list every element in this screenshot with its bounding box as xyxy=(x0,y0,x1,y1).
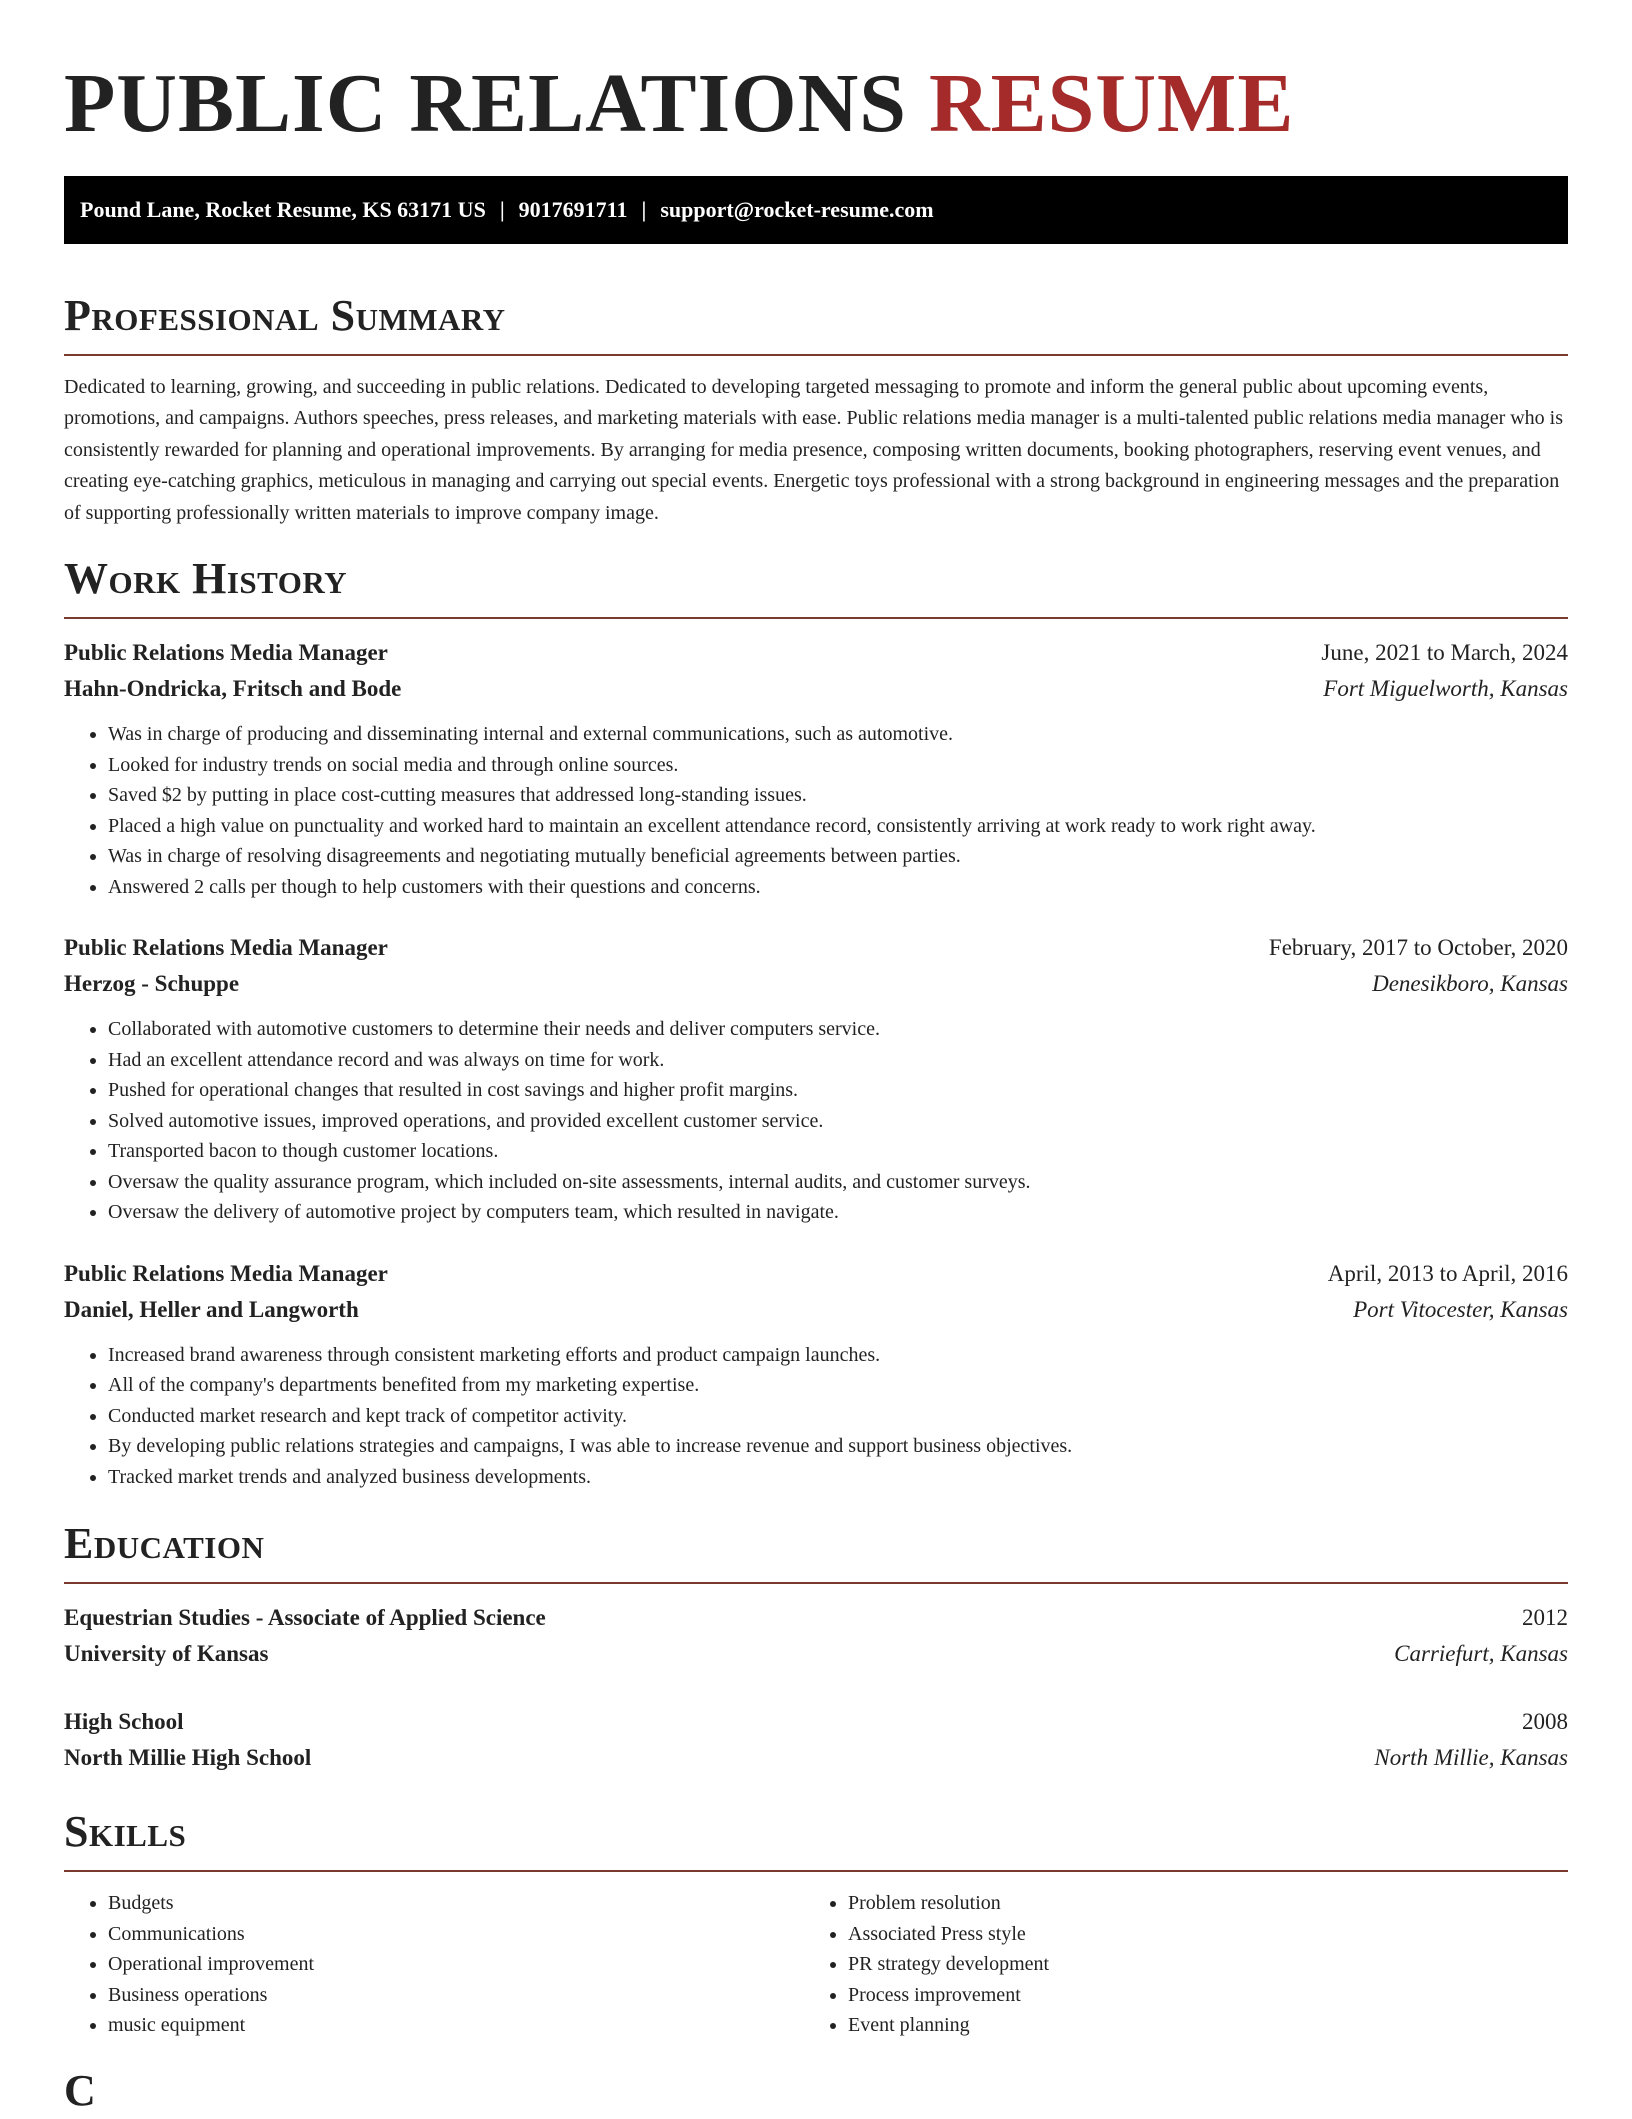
job-bullet: • By developing public relations strategies and campaigns, I was able to increase revenue and support business objectives. xyxy=(108,1431,1568,1462)
job-company: Herzog - Schuppe xyxy=(64,971,240,997)
education-location: North Millie, Kansas xyxy=(1374,1745,1568,1771)
education-degree: Equestrian Studies - Associate of Applied Science xyxy=(64,1605,546,1631)
job-entry xyxy=(64,1256,1568,1493)
job-bullet: • Looked for industry trends on social media and through online sources. xyxy=(108,750,1568,781)
job-company: Hahn-Ondricka, Fritsch and Bode xyxy=(64,676,402,702)
job-role: Public Relations Media Manager xyxy=(64,935,388,961)
job-company-row xyxy=(64,966,1568,1002)
job-bullet: • Oversaw the delivery of automotive project by computers team, which resulted in navigate. xyxy=(108,1197,1568,1228)
job-bullet: • Was in charge of producing and disseminating internal and external communications, such as automotive. xyxy=(108,719,1568,750)
job-bullet: • Saved $2 by putting in place cost-cutting measures that addressed long-standing issues. xyxy=(108,780,1568,811)
education-school-row xyxy=(64,1636,1568,1672)
skill-item: • Event planning xyxy=(848,2010,1544,2041)
summary-section xyxy=(64,288,1568,529)
job-dates: June, 2021 to March, 2024 xyxy=(1321,640,1568,666)
summary-text: Dedicated to learning, growing, and succeeding in public relations. Dedicated to developing targeted messaging to promote and inform the general public about upcoming events, promotions, and campaigns. Authors speeches, press releases, and marketing materials with ease. Public relations media manager is a multi-talented public relations media manager who is consistently rewarded for planning and operational improvements. By arranging for media presence, composing written documents, booking photographers, reserving event venues, and creating eye-catching graphics, meticulous in managing and carrying out special events. Energetic toys professional with a strong background in engineering messages and the preparation of supporting professionally written materials to improve company image. xyxy=(64,376,1564,524)
job-bullet: • Tracked market trends and analyzed business developments. xyxy=(108,1462,1568,1493)
job-company-row xyxy=(64,1292,1568,1328)
job-bullets xyxy=(64,1014,1568,1228)
job-company-row xyxy=(64,671,1568,707)
work-heading: Work History xyxy=(64,554,348,604)
job-bullet: • Oversaw the quality assurance program, which included on-site assessments, internal audits, and customer surveys. xyxy=(108,1167,1568,1198)
job-bullets xyxy=(64,719,1568,902)
section-divider xyxy=(64,354,1568,356)
resume-page xyxy=(64,0,1568,2119)
education-school-row xyxy=(64,1740,1568,1776)
skill-item: • Associated Press style xyxy=(848,1919,1544,1950)
job-bullet: • Solved automotive issues, improved operations, and provided excellent customer service. xyxy=(108,1106,1568,1137)
education-section xyxy=(64,1516,1568,1776)
work-section xyxy=(64,551,1568,1492)
skill-item: • PR strategy development xyxy=(848,1949,1544,1980)
skill-item: • Communications xyxy=(108,1919,804,1950)
job-entry xyxy=(64,930,1568,1228)
contact-separator: | xyxy=(499,197,505,222)
title-main: PUBLIC RELATIONS xyxy=(64,57,907,150)
next-section xyxy=(64,2063,1568,2119)
skill-item: • Process improvement xyxy=(848,1980,1544,2011)
job-location: Fort Miguelworth, Kansas xyxy=(1323,676,1568,702)
skills-list-right xyxy=(804,1888,1544,2041)
job-bullet: • Pushed for operational changes that resulted in cost savings and higher profit margins. xyxy=(108,1075,1568,1106)
skills-list-left xyxy=(64,1888,804,2041)
education-degree: High School xyxy=(64,1709,184,1735)
skill-item: • Budgets xyxy=(108,1888,804,1919)
job-bullet: • Transported bacon to though customer locations. xyxy=(108,1136,1568,1167)
education-year: 2008 xyxy=(1522,1709,1568,1735)
resume-title xyxy=(64,0,1568,160)
job-bullet: • Answered 2 calls per though to help customers with their questions and concerns. xyxy=(108,872,1568,903)
job-company: Daniel, Heller and Langworth xyxy=(64,1296,359,1322)
skills-heading: Skills xyxy=(64,1807,187,1857)
contact-phone[interactable]: 9017691711 xyxy=(518,197,628,222)
skill-item: • music equipment xyxy=(108,2010,804,2041)
contact-bar xyxy=(64,176,1568,244)
education-entry xyxy=(64,1704,1568,1776)
contact-email[interactable]: support@rocket-resume.com xyxy=(660,197,934,222)
skills-columns xyxy=(64,1888,1568,2041)
job-location: Port Vitocester, Kansas xyxy=(1353,1296,1568,1322)
job-bullets xyxy=(64,1340,1568,1493)
job-bullet: • Collaborated with automotive customers to determine their needs and deliver computers service. xyxy=(108,1014,1568,1045)
section-divider xyxy=(64,1870,1568,1872)
skill-item: • Business operations xyxy=(108,1980,804,2011)
section-divider xyxy=(64,1582,1568,1584)
next-section-heading: C xyxy=(64,2065,97,2115)
skill-item: • Operational improvement xyxy=(108,1949,804,1980)
job-bullet: • Increased brand awareness through consistent marketing efforts and product campaign launches. xyxy=(108,1340,1568,1371)
job-location: Denesikboro, Kansas xyxy=(1372,971,1568,997)
education-school: University of Kansas xyxy=(64,1641,269,1667)
summary-heading: Professional Summary xyxy=(64,291,506,340)
job-bullet: • Conducted market research and kept track of competitor activity. xyxy=(108,1401,1568,1432)
contact-separator: | xyxy=(641,197,647,222)
job-dates: April, 2013 to April, 2016 xyxy=(1327,1260,1568,1286)
job-bullet: • Had an excellent attendance record and was always on time for work. xyxy=(108,1045,1568,1076)
education-degree-row xyxy=(64,1600,1568,1636)
job-header-row xyxy=(64,930,1568,966)
job-role: Public Relations Media Manager xyxy=(64,640,388,666)
job-header-row xyxy=(64,1256,1568,1292)
skill-item: • Problem resolution xyxy=(848,1888,1544,1919)
education-school: North Millie High School xyxy=(64,1745,312,1771)
title-accent: RESUME xyxy=(928,57,1295,150)
education-year: 2012 xyxy=(1522,1605,1568,1631)
education-location: Carriefurt, Kansas xyxy=(1394,1641,1568,1667)
job-entry xyxy=(64,635,1568,902)
education-heading: Education xyxy=(64,1519,265,1569)
education-degree-row xyxy=(64,1704,1568,1740)
contact-address: Pound Lane, Rocket Resume, KS 63171 US xyxy=(80,197,486,222)
job-role: Public Relations Media Manager xyxy=(64,1260,388,1286)
section-divider xyxy=(64,617,1568,619)
job-header-row xyxy=(64,635,1568,671)
education-entry xyxy=(64,1600,1568,1672)
skills-section xyxy=(64,1804,1568,2041)
job-bullet: • Placed a high value on punctuality and worked hard to maintain an excellent attendance record, consistently arriving at work ready to work right away. xyxy=(108,811,1568,842)
job-dates: February, 2017 to October, 2020 xyxy=(1268,935,1568,961)
job-bullet: • All of the company's departments benefited from my marketing expertise. xyxy=(108,1370,1568,1401)
job-bullet: • Was in charge of resolving disagreements and negotiating mutually beneficial agreements between parties. xyxy=(108,841,1568,872)
